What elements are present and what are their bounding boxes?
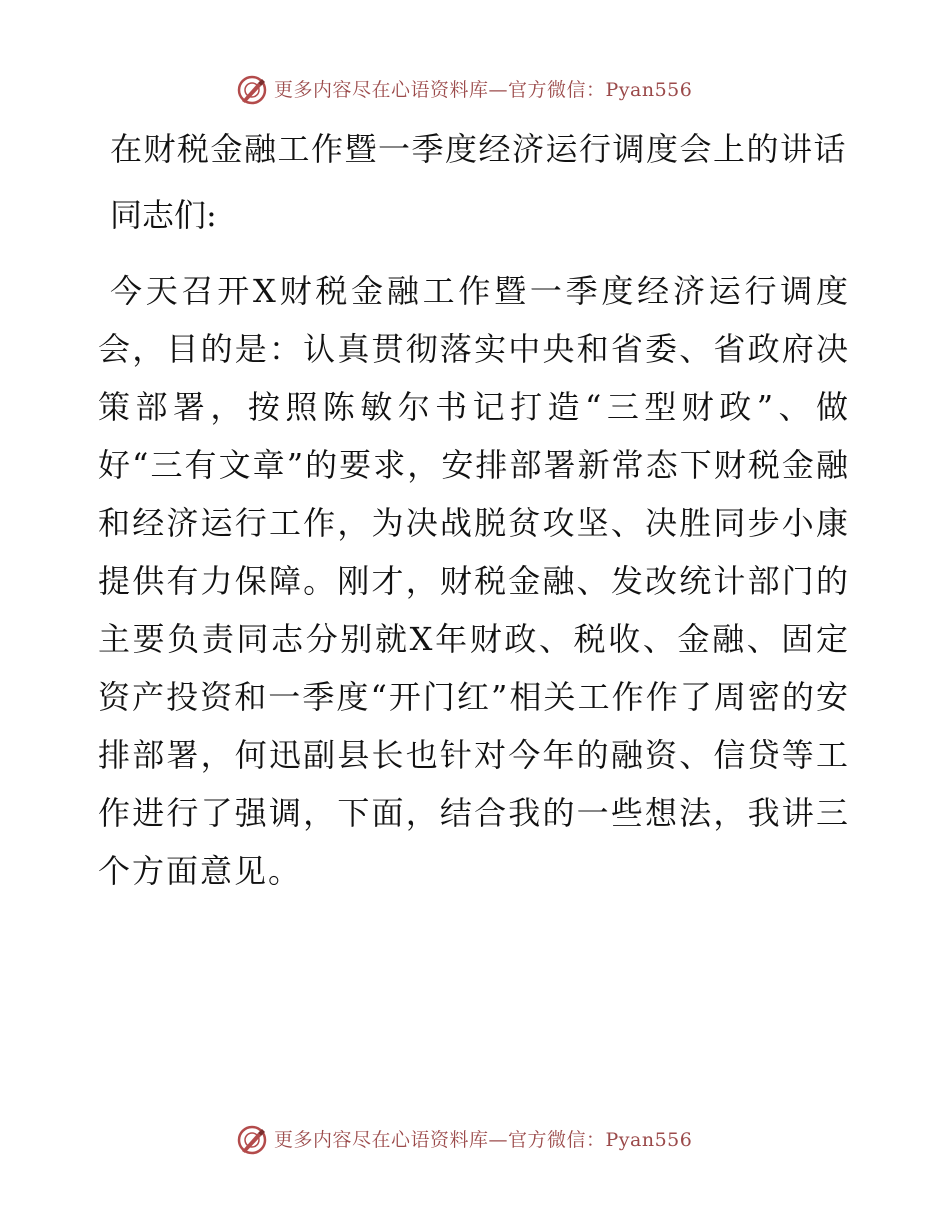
salutation: 同志们: [110,196,217,234]
header-watermark [236,73,692,107]
document-body [98,120,850,900]
document-title: 在财税金融工作暨一季度经济运行调度会上的讲话 [110,130,848,168]
pen-circle-logo-icon [236,74,268,106]
footer-watermark [236,1123,692,1157]
pen-circle-logo-icon [236,1124,268,1156]
watermark-text: 更多内容尽在心语资料库—官方微信：Pyan556 [274,1129,693,1151]
body-paragraph: 今天召开X财税金融工作暨一季度经济运行调度会，目的是：认真贯彻落实中央和省委、省政府决策部署，按照陈敏尔书记打造“三型财政”、做好“三有文章”的要求，安排部署新常态下财税金融和经济运行工作，为决战脱贫攻坚、决胜同步小康提供有力保障。刚才，财税金融、发改统计部门的主要负责同志分别就X年财政、税收、金融、固定资产投资和一季度“开门红”相关工作作了周密的安排部署，何迅副县长也针对今年的融资、信贷等工作进行了强调，下面，结合我的一些想法，我讲三个方面意见。 [98,272,850,890]
watermark-text: 更多内容尽在心语资料库—官方微信：Pyan556 [274,79,693,101]
